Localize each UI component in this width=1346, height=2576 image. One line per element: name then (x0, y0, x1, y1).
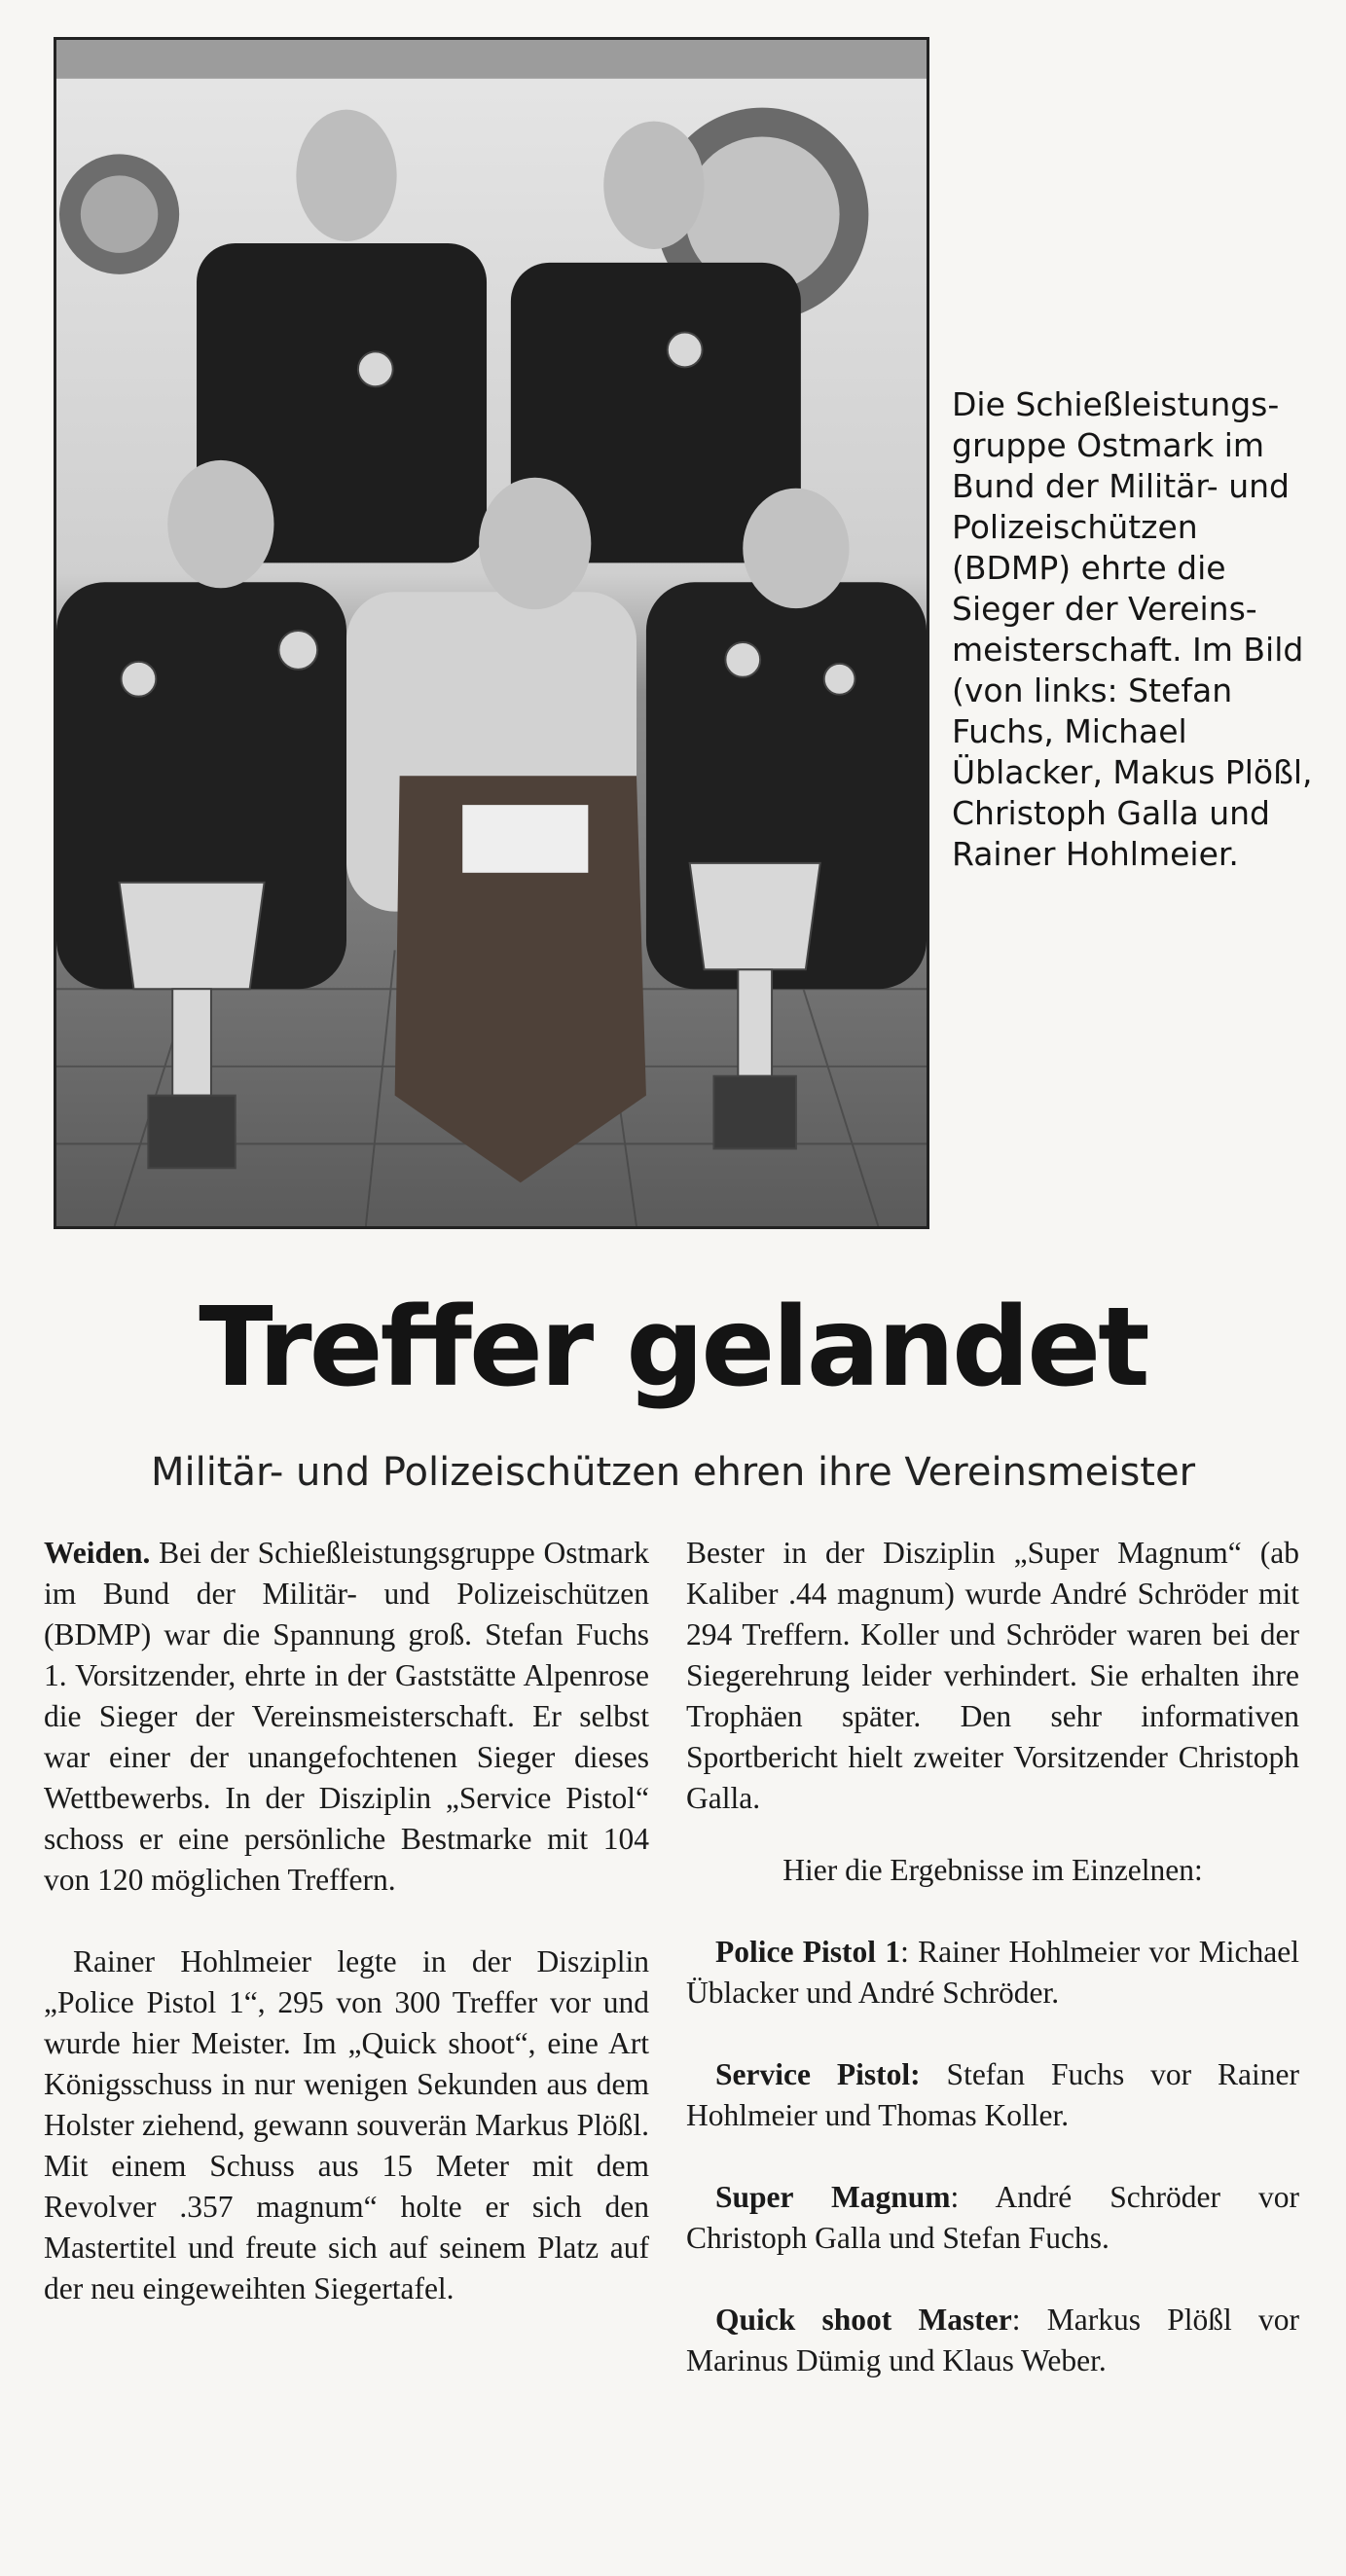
result-discipline: Quick shoot Master (715, 2303, 1012, 2337)
result-item (686, 2054, 1299, 2136)
dateline: Weiden. (44, 1536, 151, 1570)
result-text: André Schröder vor Christoph Galla und Stefan Fuchs. (686, 2180, 1299, 2255)
results-intro: Hier die Ergebnisse im Einzelnen: (782, 1853, 1203, 1887)
paragraph-3: Bester in der Disziplin „Super Magnum“ (ab Kaliber .44 magnum) wurde André Schröder mit 294 Treffern. Koller und Schröder waren bei der Siegerehrung leider verhindert. Sie erhalten ihre Trophäen später. Den sehr informativen Sportbericht hielt zweiter Vorsitzender Christoph Galla. (686, 1536, 1299, 1815)
photo-illustration (56, 40, 927, 1226)
result-text: Rainer Hohlmeier vor Michael Üblacker und André Schröder. (686, 1935, 1299, 2010)
paragraph-1 (44, 1533, 649, 1901)
result-discipline: Super Magnum (715, 2180, 951, 2214)
result-discipline: Service Pistol: (715, 2057, 921, 2091)
paragraph-2: Rainer Hohlmeier legte in der Disziplin „Police Pistol 1“, 295 von 300 Treffer vor und wurde hier Meister. Im „Quick shoot“, eine Art Königsschuss in nur wenigen Sekunden aus dem Holster ziehend, gewann souverän Markus Plößl. Mit einem Schuss aus 15 Meter mit dem Revolver .357 magnum“ holte er sich den Mastertitel und freute sich auf seinem Platz auf der neu eingeweihten Siegertafel. (44, 1944, 649, 2305)
paragraph-1-text: Bei der Schießleistungsgruppe Ostmark im Bund der Militär- und Polizeischützen (BDMP) war die Spannung groß. Stefan Fuchs 1. Vorsitzender, ehrte in der Gaststätte Alpenrose die Sieger der Vereinsmeisterschaft. Er selbst war einer der unangefochtenen Sieger dieses Wettbewerbs. In der Disziplin „Service Pistol“ schoss er eine persönliche Bestmarke mit 104 von 120 möglichen Treffern. (44, 1536, 650, 1897)
photo-caption: Die Schießleistungsgruppe Ostmark im Bund der Militär- und Polizeischützen (BDMP) ehrte die Sieger der Vereinsmeisterschaft. Im Bild (von links: Stefan Fuchs, Michael Üblacker, Makus Plößl, Christoph Galla und Rainer Hohlmeier. (952, 385, 1313, 873)
article-column-left (44, 1533, 649, 2350)
headline: Treffer gelandet (199, 1285, 1147, 1411)
subheadline: Militär- und Polizeischützen ehren ihre Vereinsmeister (150, 1450, 1196, 1495)
article-column-right (686, 1533, 1299, 2422)
article-photo (54, 37, 929, 1229)
result-text: Stefan Fuchs vor Rainer Hohlmeier und Thomas Koller. (686, 2057, 1300, 2132)
result-item: Super Magnum: André Schröder vor Christoph Galla und Stefan Fuchs. (686, 2180, 1299, 2255)
result-item: Police Pistol 1: Rainer Hohlmeier vor Michael Üblacker und André Schröder. (686, 1935, 1299, 2010)
result-item: Quick shoot Master: Markus Plößl vor Marinus Dümig und Klaus Weber. (686, 2303, 1299, 2377)
result-discipline: Police Pistol 1 (715, 1935, 901, 1969)
result-text: Markus Plößl vor Marinus Dümig und Klaus Weber. (686, 2303, 1299, 2377)
